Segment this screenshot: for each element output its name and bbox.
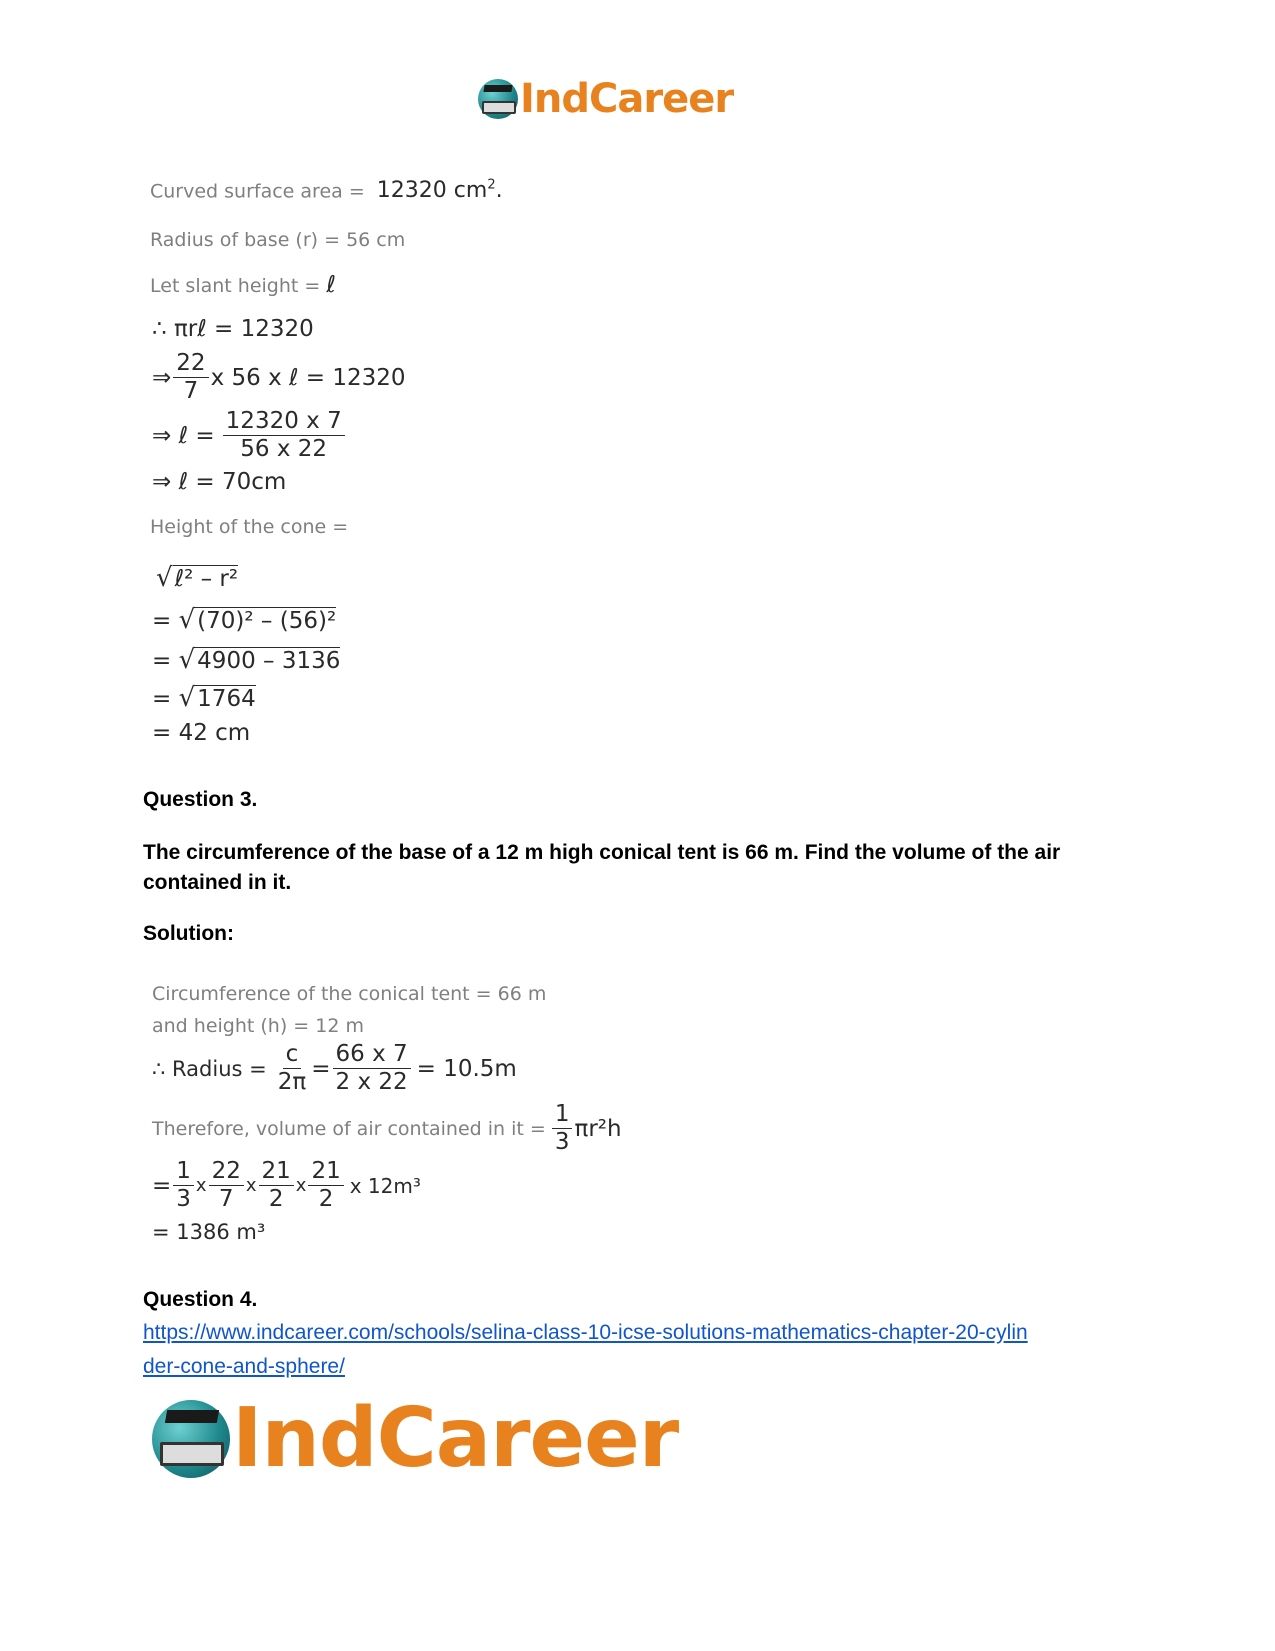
radicand: 4900 – 3136 <box>197 648 341 674</box>
calc-end: x 12m³ <box>349 1173 421 1198</box>
numerator: 1 <box>173 1160 194 1186</box>
fraction <box>259 1160 294 1211</box>
question-3-text: The circumference of the base of a 12 m high conical tent is 66 m. Find the volume of the air contained in it. <box>143 841 1061 894</box>
slant-height-line <box>150 272 336 298</box>
volume-calculation: = $\frac{1}{3}$ x $\frac{22}{7}$ x $\frac{21}{2}$ x $\frac{21}{2}$ x 12m³ <box>152 1158 421 1212</box>
equals: = <box>152 608 172 634</box>
radicand: (70)² – (56)² <box>197 608 337 634</box>
height-result: = 42 cm <box>152 720 251 746</box>
fraction <box>173 1160 194 1211</box>
equals: = <box>152 686 172 712</box>
implies: ⇒ ℓ = <box>152 422 215 449</box>
label: Let slant height = <box>150 275 327 297</box>
solution-label: Solution: <box>143 922 234 945</box>
fraction <box>173 352 208 403</box>
denominator: 2π <box>277 1069 307 1095</box>
equals: = <box>152 1172 172 1199</box>
implies: ⇒ <box>152 364 172 391</box>
denominator: 3 <box>176 1186 191 1212</box>
footer-logo <box>152 1391 679 1486</box>
volume-result: = 1386 m³ <box>152 1220 266 1244</box>
question-3-title: Question 3. <box>143 788 258 811</box>
denominator: 7 <box>218 1186 234 1212</box>
value: 12320 cm <box>376 178 488 204</box>
height-step-2: = √(70)² – (56)² <box>152 605 337 635</box>
globe-icon <box>152 1400 230 1478</box>
radicand: ℓ² – r² <box>174 566 239 592</box>
equation-2 <box>152 352 406 403</box>
logo-text: IndCareer <box>232 1391 679 1486</box>
equation-3 <box>152 410 347 461</box>
equation-1: ∴ πrℓ = 12320 <box>152 316 314 342</box>
logo-text: IndCareer <box>520 76 734 122</box>
label: Curved surface area = <box>150 180 365 203</box>
radicand: 1764 <box>197 686 256 712</box>
circumference-line: Circumference of the conical tent = 66 m <box>152 983 547 1005</box>
denominator: 7 <box>183 378 199 404</box>
symbol: ℓ <box>326 272 336 298</box>
globe-icon <box>478 79 518 119</box>
height-step-1: √ℓ² – r² <box>156 563 239 593</box>
fraction <box>209 1160 244 1211</box>
denominator: 2 x 22 <box>335 1069 408 1095</box>
equation-4: ⇒ ℓ = 70cm <box>152 469 287 495</box>
denominator: 2 <box>318 1186 334 1212</box>
denominator: 3 <box>554 1129 570 1155</box>
equals: = <box>152 648 172 674</box>
fraction <box>552 1103 573 1154</box>
source-link-line-2[interactable]: der-cone-and-sphere/ <box>143 1355 345 1378</box>
numerator: 22 <box>173 352 208 378</box>
numerator: 21 <box>259 1160 294 1186</box>
numerator: 21 <box>308 1160 343 1186</box>
numerator: 1 <box>552 1103 573 1129</box>
question-4-title: Question 4. <box>143 1288 258 1311</box>
numerator: 66 x 7 <box>333 1043 411 1069</box>
fraction <box>308 1160 343 1211</box>
radius-result: = 10.5m <box>416 1055 517 1082</box>
sup: 2 <box>487 178 496 193</box>
volume-label: Therefore, volume of air contained in it = <box>152 1117 546 1140</box>
denominator: 2 <box>268 1186 284 1212</box>
radius-prefix: ∴ Radius = <box>152 1056 267 1081</box>
numerator: 22 <box>209 1160 244 1186</box>
rest: x 56 x ℓ = 12320 <box>210 364 406 391</box>
numerator: c <box>283 1043 302 1069</box>
height-label: Height of the cone = <box>150 516 349 538</box>
source-link-line-1[interactable]: https://www.indcareer.com/schools/selina-class-10-icse-solutions-mathematics-chapter-20-cylin <box>143 1321 1028 1344</box>
header-logo <box>478 76 733 122</box>
fraction <box>275 1043 309 1094</box>
fraction <box>333 1043 411 1094</box>
numerator: 12320 x 7 <box>223 410 345 436</box>
source-link[interactable] <box>143 1316 1143 1384</box>
fraction <box>223 410 345 461</box>
height-line: and height (h) = 12 m <box>152 1015 364 1037</box>
volume-line <box>152 1103 622 1154</box>
curved-surface-area-line <box>150 178 503 203</box>
period: . <box>495 178 503 204</box>
height-step-3: = √4900 – 3136 <box>152 645 341 675</box>
formula: πr²h <box>574 1115 622 1142</box>
height-step-4: = √1764 <box>152 683 256 713</box>
denominator: 56 x 22 <box>240 436 328 462</box>
radius-equation: ∴ Radius = $\frac{c}{2\pi}$ = $\frac{66 x 7}{2 x 22}$ = 10.5m <box>152 1041 517 1095</box>
radius-line: Radius of base (r) = 56 cm <box>150 229 406 251</box>
